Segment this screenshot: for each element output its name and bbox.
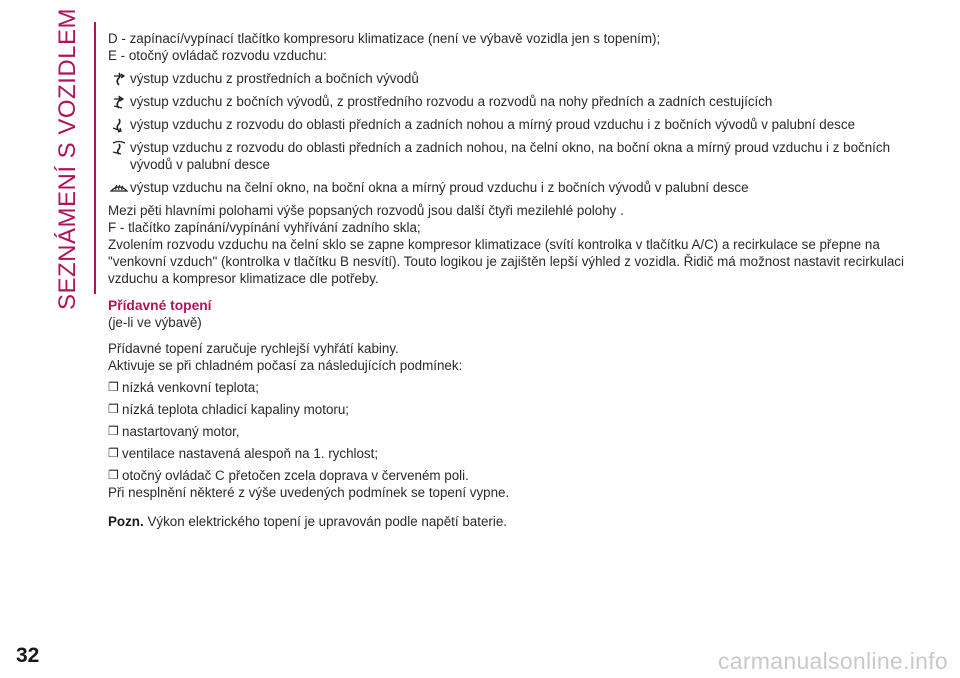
air-mode-item xyxy=(108,70,908,87)
face-feet-vent-icon xyxy=(108,93,130,110)
intermediate-positions-text: Mezi pěti hlavními polohami výše popsaných rozvodů jsou další čtyři mezilehlé polohy . xyxy=(108,203,624,218)
section-subtitle: (je-li ve výbavě) xyxy=(108,315,202,330)
sidebar-divider xyxy=(94,22,96,294)
heater-activation-text: Aktivuje se při chladném počasí za následujících podmínek: xyxy=(108,358,463,373)
page-number: 32 xyxy=(16,644,40,667)
air-mode-item xyxy=(108,116,908,133)
intro-line-e: E - otočný ovládač rozvodu vzduchu: xyxy=(108,48,327,63)
feet-vent-icon xyxy=(108,116,130,133)
air-mode-text: výstup vzduchu z bočních vývodů, z prostředního rozvodu a rozvodů na nohy předních a zadních cestujících xyxy=(130,94,773,109)
bullet-square-icon: ❒ xyxy=(108,402,119,416)
air-mode-item xyxy=(108,179,908,196)
condition-text: nastartovaný motor, xyxy=(122,424,240,439)
heater-description: Přídavné topení zaručuje rychlejší vyhřátí kabiny. xyxy=(108,341,399,356)
condition-text: ventilace nastavená alespoň na 1. rychlost; xyxy=(122,446,379,461)
condition-text: nízká teplota chladicí kapaliny motoru; xyxy=(122,402,350,417)
windscreen-logic-paragraph: Zvolením rozvodu vzduchu na čelní sklo se zapne kompresor klimatizace (svítí kontrolka v tlačítku A/C) a recirkulace se přepne na "venkovní vzduch" (kontrolka v tlačítku B nesvítí). Touto logikou je zajištěn lepší výhled z vozidla. Řidič má možnost nastavit recirkulaci vzduchu a kompresor klimatizace dle potřeby. xyxy=(108,237,904,286)
page-content xyxy=(108,30,908,530)
condition-item xyxy=(108,467,908,484)
face-vent-icon xyxy=(108,70,130,87)
air-mode-item xyxy=(108,139,908,173)
condition-item xyxy=(108,423,908,440)
bullet-square-icon: ❒ xyxy=(108,380,119,394)
condition-item xyxy=(108,445,908,462)
section-title: Přídavné topení xyxy=(108,298,212,313)
bullet-square-icon: ❒ xyxy=(108,424,119,438)
watermark: carmanualsonline.info xyxy=(717,648,948,674)
feet-windscreen-vent-icon xyxy=(108,139,130,156)
condition-item xyxy=(108,379,908,396)
heater-closing-text: Při nesplnění některé z výše uvedených podmínek se topení vypne. xyxy=(108,485,510,500)
bullet-square-icon: ❒ xyxy=(108,446,119,460)
note-label: Pozn. xyxy=(108,514,144,529)
air-mode-text: výstup vzduchu z rozvodu do oblasti předních a zadních nohou a mírný proud vzduchu i z bočních vývodů v palubní desce xyxy=(130,117,856,132)
note xyxy=(108,513,908,530)
chapter-title: SEZNÁMENÍ S VOZIDLEM xyxy=(54,7,82,311)
windscreen-demist-icon xyxy=(108,179,130,196)
bullet-square-icon: ❒ xyxy=(108,468,119,482)
air-mode-item xyxy=(108,93,908,110)
intro-line-d: D - zapínací/vypínací tlačítko kompresoru klimatizace (není ve výbavě vozidla jen s topením); xyxy=(108,31,661,46)
chapter-sidebar xyxy=(48,7,88,311)
condition-text: otočný ovládač C přetočen zcela doprava v červeném poli. xyxy=(122,468,469,483)
note-text: Výkon elektrického topení je upravován podle napětí baterie. xyxy=(147,514,508,529)
air-mode-text: výstup vzduchu z prostředních a bočních vývodů xyxy=(130,71,419,86)
condition-item xyxy=(108,401,908,418)
line-f-text: F - tlačítko zapínání/vypínání vyhřívání zadního skla; xyxy=(108,220,421,235)
condition-text: nízká venkovní teplota; xyxy=(122,380,259,395)
air-mode-text: výstup vzduchu na čelní okno, na boční okna a mírný proud vzduchu i z bočních vývodů v palubní desce xyxy=(130,180,749,195)
air-mode-text: výstup vzduchu z rozvodu do oblasti předních a zadních nohou, na čelní okno, na boční okna a mírný proud vzduchu i z bočních vývodů v palubní desce xyxy=(130,140,891,172)
